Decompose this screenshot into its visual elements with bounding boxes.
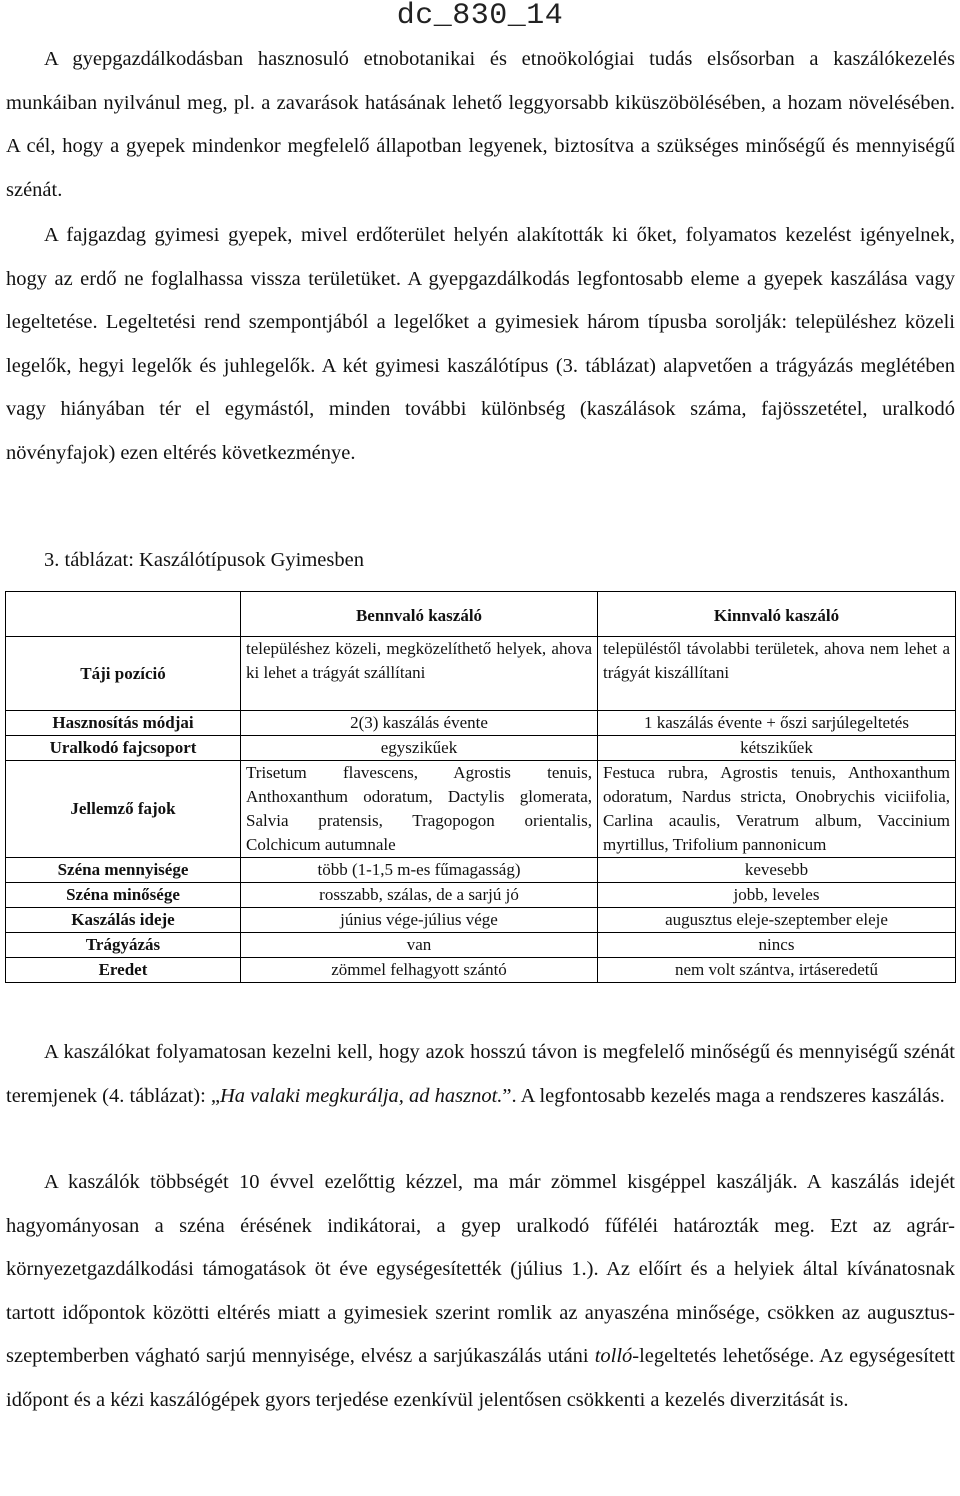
cell-bennvalo: 2(3) kaszálás évente — [241, 711, 598, 736]
paragraph-3-quote: Ha valaki megkurálja, ad hasznot. — [220, 1084, 503, 1107]
table-row — [6, 858, 956, 883]
paragraph-4-text-after: -legeltetés lehetősége. Az egységesített időpont és a kézi kaszálógépek gyors terjedése ezenkívül jelentősen csökkenti a kezelés diverzitását is. — [6, 1345, 955, 1411]
paragraph-2: A fajgazdag gyimesi gyepek, mivel erdőterület helyén alakították ki őket, folyamatos kezelést igényelnek, hogy az erdő ne foglalhassa vissza területüket. A gyepgazdálkodás legfontosabb eleme a gyepek kaszálása vagy legeltetése. Legeltetési rend szempontjából a legelőket a gyimesiek három típusba sorolják: településhez közeli legelők, hegyi legelők és juhlegelők. A két gyimesi kaszálótípus (3. táblázat) alapvetően a trágyázás meglétében vagy hiányában tér el egymástól, minden további különbség (kaszálások száma, fajösszetétel, uralkodó növényfajok) ezen eltérés következménye. — [6, 224, 955, 464]
cell-bennvalo: településhez közeli, megközelíthető helyek, ahova ki lehet a trágyát szállítani — [241, 637, 598, 711]
paragraph-3-text-before: A kaszálókat folyamatosan kezelni kell, hogy azok hosszú távon is megfelelő minőségű és mennyiségű szénát teremjenek (4. táblázat): „ — [6, 1041, 955, 1107]
cell-kinnvalo: 1 kaszálás évente + őszi sarjúlegeltetés — [598, 711, 956, 736]
cell-kinnvalo: augusztus eleje-szeptember eleje — [598, 908, 956, 933]
cell-bennvalo: több (1-1,5 m-es fűmagasság) — [241, 858, 598, 883]
table-caption: 3. táblázat: Kaszálótípusok Gyimesben — [44, 549, 364, 571]
row-label: Táji pozíció — [6, 637, 241, 711]
row-label: Széna minősége — [6, 883, 241, 908]
table-row — [6, 736, 956, 761]
row-label: Kaszálás ideje — [6, 908, 241, 933]
cell-kinnvalo: nem volt szántva, irtáseredetű — [598, 958, 956, 983]
row-label: Trágyázás — [6, 933, 241, 958]
table-row — [6, 933, 956, 958]
cell-bennvalo: zömmel felhagyott szántó — [241, 958, 598, 983]
paragraph-4 — [6, 1161, 955, 1422]
paragraph-3-text-after: ”. A legfontosabb kezelés maga a rendszeres kaszálás. — [502, 1084, 945, 1107]
row-label: Széna mennyisége — [6, 858, 241, 883]
table-row — [6, 883, 956, 908]
table-row — [6, 637, 956, 711]
paragraph-3 — [6, 1031, 955, 1118]
row-label: Uralkodó fajcsoport — [6, 736, 241, 761]
cell-kinnvalo: településtől távolabbi területek, ahova nem lehet a trágyát kiszállítani — [598, 637, 956, 711]
column-header-kinnvalo: Kinnvaló kaszáló — [598, 592, 956, 637]
paragraph-1: A gyepgazdálkodásban hasznosuló etnobotanikai és etnoökológiai tudás elsősorban a kaszálókezelés munkáiban nyilvánul meg, pl. a zavarások hatásának lehető leggyorsabb kiküszöbölésében, a hozam növelésében. A cél, hogy a gyepek mindenkor megfelelő állapotban legyenek, biztosítva a szükséges minőségű és mennyiségű szénát. — [6, 48, 955, 201]
table-row — [6, 711, 956, 736]
paragraph-4-italic-term: tolló — [594, 1345, 633, 1367]
cell-kinnvalo: jobb, leveles — [598, 883, 956, 908]
cell-bennvalo: egyszikűek — [241, 736, 598, 761]
row-label: Eredet — [6, 958, 241, 983]
cell-kinnvalo: Festuca rubra, Agrostis tenuis, Anthoxanthum odoratum, Nardus stricta, Onobrychis viciifolia, Carlina acaulis, Veratrum album, Vaccinium myrtillus, Trifolium pannonicum — [598, 761, 956, 858]
table-corner-cell — [6, 592, 241, 637]
table-header-row — [6, 592, 956, 637]
cell-kinnvalo: kétszikűek — [598, 736, 956, 761]
cell-kinnvalo: kevesebb — [598, 858, 956, 883]
table-row — [6, 761, 956, 858]
row-label: Jellemző fajok — [6, 761, 241, 858]
cell-bennvalo: június vége-július vége — [241, 908, 598, 933]
cell-bennvalo: rosszabb, szálas, de a sarjú jó — [241, 883, 598, 908]
kaszalo-types-table — [5, 591, 956, 983]
cell-bennvalo: Trisetum flavescens, Agrostis tenuis, Anthoxanthum odoratum, Dactylis glomerata, Salvia pratensis, Tragopogon orientalis, Colchicum autumnale — [241, 761, 598, 858]
row-label: Hasznosítás módjai — [6, 711, 241, 736]
paragraph-4-text-before: A kaszálók többségét 10 évvel ezelőttig kézzel, ma már zömmel kisgéppel kaszálják. A kaszálás idejét hagyományosan a széna érésének indikátorai, a gyep uralkodó fűféléi határozták meg. Ezt az agrár-környezetgazdálkodási támogatások öt éve egységesítették (július 1.). Az előírt és a helyiek által kívánatosnak tartott időpontok közötti eltérés miatt a gyimesiek szerint romlik az anyaszéna minősége, csökken az augusztus-szeptemberben vágható sarjú mennyisége, elvész a sarjúkaszálás utáni — [6, 1171, 955, 1367]
column-header-bennvalo: Bennvaló kaszáló — [241, 592, 598, 637]
cell-kinnvalo: nincs — [598, 933, 956, 958]
table-row — [6, 908, 956, 933]
table-row — [6, 958, 956, 983]
document-code-header: dc_830_14 — [396, 0, 564, 33]
cell-bennvalo: van — [241, 933, 598, 958]
